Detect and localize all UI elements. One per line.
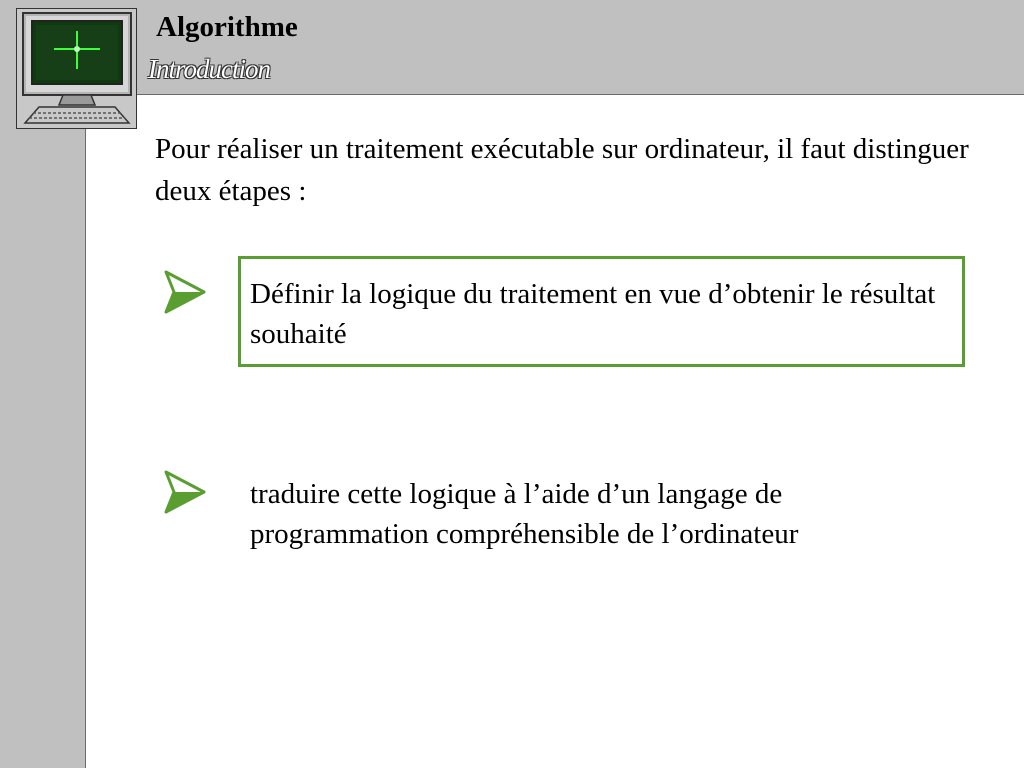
computer-monitor-icon [16, 8, 137, 129]
computer-monitor-svg [17, 9, 136, 128]
arrow-bullet-icon [160, 470, 208, 516]
step-1-text: Définir la logique du traitement en vue d’obtenir le résultat souhaité [250, 278, 936, 350]
slide-title: Algorithme [156, 11, 298, 43]
intro-paragraph: Pour réaliser un traitement exécutable sur ordinateur, il faut distinguer deux étapes : [155, 133, 969, 207]
slide-subtitle: Introduction [148, 54, 270, 84]
left-band [0, 94, 86, 768]
step-2-text: traduire cette logique à l’aide d’un langage de programmation compréhensible de l’ordinateur [250, 478, 799, 550]
arrow-bullet-icon [160, 270, 208, 316]
